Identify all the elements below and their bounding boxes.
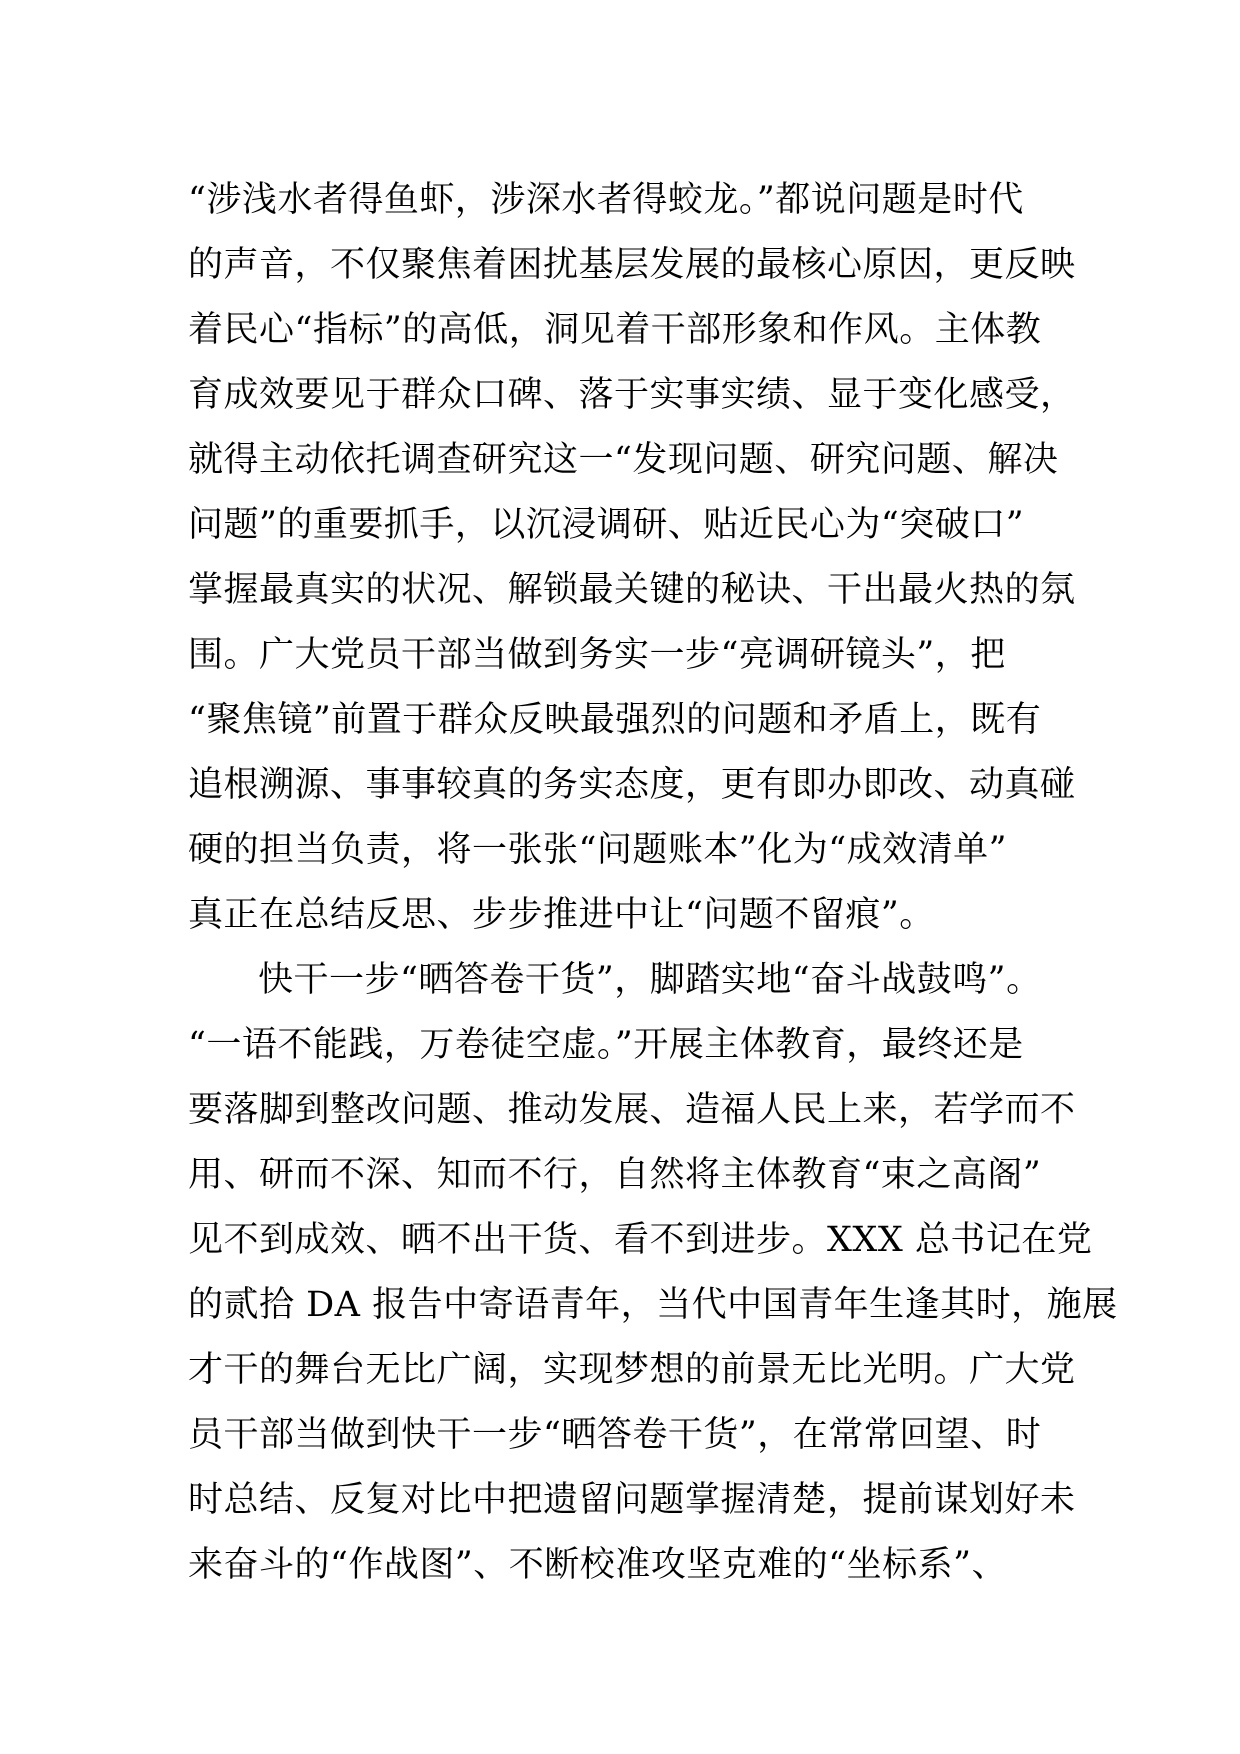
body-text bbox=[188, 168, 1118, 1598]
text-line: 育成效要见于群众口碑、落于实事实绩、显于变化感受， bbox=[188, 375, 1076, 415]
text-line: 追根溯源、事事较真的务实态度，更有即办即改、动真碰 bbox=[188, 765, 1076, 805]
text-line: 时总结、反复对比中把遗留问题掌握清楚，提前谋划好未 bbox=[188, 1480, 1076, 1520]
text-line: 员干部当做到快干一步“晒答卷干货”，在常常回望、时 bbox=[188, 1415, 1042, 1455]
text-line: 着民心“指标”的高低，洞见着干部形象和作风。主体教 bbox=[188, 310, 1042, 350]
text-line: 硬的担当负责，将一张张“问题账本”化为“成效清单” bbox=[188, 830, 1008, 870]
text-line: “涉浅水者得鱼虾，涉深水者得蛟龙。”都说问题是时代 bbox=[188, 180, 1024, 220]
text-line: 见不到成效、晒不出干货、看不到进步。XXX 总书记在党 bbox=[188, 1220, 1093, 1260]
text-line: 掌握最真实的状况、解锁最关键的秘诀、干出最火热的氛 bbox=[188, 570, 1076, 610]
text-line: “一语不能践，万卷徒空虚。”开展主体教育，最终还是 bbox=[188, 1025, 1024, 1065]
text-line: “聚焦镜”前置于群众反映最强烈的问题和矛盾上，既有 bbox=[188, 700, 1042, 740]
text-line: 要落脚到整改问题、推动发展、造福人民上来，若学而不 bbox=[188, 1090, 1076, 1130]
text-line: 就得主动依托调查研究这一“发现问题、研究问题、解决 bbox=[188, 440, 1059, 480]
text-line: 问题”的重要抓手，以沉浸调研、贴近民心为“突破口” bbox=[188, 505, 1025, 545]
text-line: 真正在总结反思、步步推进中让“问题不留痕”。 bbox=[188, 895, 935, 935]
paragraph-start-line: 快干一步“晒答卷干货”，脚踏实地“奋斗战鼓鸣”。 bbox=[258, 960, 1042, 1000]
text-line: 才干的舞台无比广阔，实现梦想的前景无比光明。广大党 bbox=[188, 1350, 1076, 1390]
text-line: 来奋斗的“作战图”、不断校准攻坚克难的“坐标系”、 bbox=[188, 1545, 1008, 1585]
text-line: 的声音，不仅聚焦着困扰基层发展的最核心原因，更反映 bbox=[188, 245, 1076, 285]
text-line: 用、研而不深、知而不行，自然将主体教育“束之高阁” bbox=[188, 1155, 1042, 1195]
text-line: 围。广大党员干部当做到务实一步“亮调研镜头”，把 bbox=[188, 635, 1006, 675]
text-line: 的贰拾 DA 报告中寄语青年，当代中国青年生逢其时，施展 bbox=[188, 1285, 1118, 1325]
